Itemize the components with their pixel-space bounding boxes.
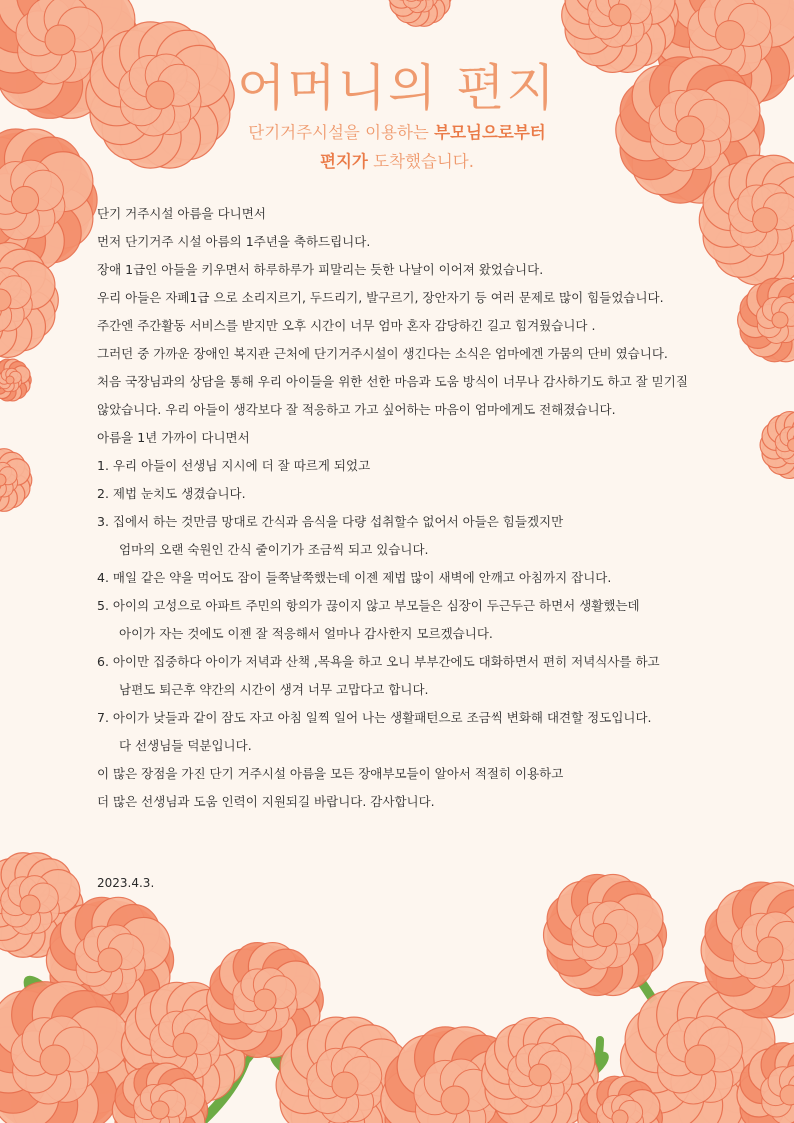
letter-body xyxy=(97,200,787,816)
subtitle-line-1 xyxy=(0,118,794,147)
letter-line: 처음 국장님과의 상담을 통해 우리 아이들을 위한 선한 마음과 도움 방식이 너무나 감사하기도 하고 잘 믿기질 xyxy=(97,374,688,389)
letter-line: 않았습니다. 우리 아들이 생각보다 잘 적응하고 가고 싶어하는 마음이 엄마에게도 전해졌습니다. xyxy=(97,402,616,417)
list-item-3: 3. 집에서 하는 것만큼 망대로 간식과 음식을 다량 섭취할수 없어서 아들은 힘들겠지만 xyxy=(97,514,564,529)
letter-line: 먼저 단기거주 시설 아름의 1주년을 축하드립니다. xyxy=(97,234,371,249)
subtitle-line-2 xyxy=(0,147,794,176)
subtitle-line-1-text: 단기거주시설을 이용하는 xyxy=(248,123,435,142)
subtitle-line-1-bold: 부모님으로부터 xyxy=(434,123,546,142)
list-item-7: 7. 아이가 낮들과 같이 잠도 자고 아침 일찍 일어 나는 생활패턴으로 조금씩 변화해 대견할 정도입니다. xyxy=(97,710,652,725)
list-item-5: 5. 아이의 고성으로 아파트 주민의 항의가 끊이지 않고 부모들은 심장이 두근두근 하면서 생활했는데 xyxy=(97,598,640,613)
letter-line: 단기 거주시설 아름을 다니면서 xyxy=(97,206,266,221)
list-item-2: 2. 제법 눈치도 생겼습니다. xyxy=(97,486,246,501)
subtitle xyxy=(0,118,794,176)
subtitle-line-2-bold: 편지가 xyxy=(320,152,368,171)
subtitle-line-2-text: 도착했습니다. xyxy=(367,152,474,171)
list-item-3-continued: 엄마의 오랜 숙원인 간식 줄이기가 조금씩 되고 있습니다. xyxy=(119,542,429,557)
letter-line: 아름을 1년 가까이 다니면서 xyxy=(97,430,250,445)
letter-line: 더 많은 선생님과 도움 인력이 지원되길 바랍니다. 감사합니다. xyxy=(97,794,435,809)
list-item-5-continued: 아이가 자는 것에도 이젠 잘 적응해서 얼마나 감사한지 모르겠습니다. xyxy=(119,626,493,641)
letter-date: 2023.4.3. xyxy=(97,876,155,890)
carnation-flower xyxy=(544,874,667,995)
list-item-7-continued: 다 선생님들 덕분입니다. xyxy=(119,738,252,753)
letter-line: 우리 아들은 자폐1급 으로 소리지르기, 두드리기, 발구르기, 장안자기 등 여러 문제로 많이 힘들었습니다. xyxy=(97,290,664,305)
letter-line: 장애 1급인 아들을 키우면서 하루하루가 피말리는 듯한 나날이 이어져 왔었습니다. xyxy=(97,262,544,277)
carnation-flower xyxy=(0,449,32,512)
list-item-6: 6. 아이만 집중하다 아이가 저녁과 산책 ,목욕을 하고 오니 부부간에도 대화하면서 편히 저녁식사를 하고 xyxy=(97,654,660,669)
letter-line: 주간엔 주간활동 서비스를 받지만 오후 시간이 너무 엄마 혼자 감당하긴 길고 힘겨웠습니다 . xyxy=(97,318,596,333)
carnation-flower xyxy=(388,0,452,26)
list-item-1: 1. 우리 아들이 선생님 지시에 더 잘 따르게 되었고 xyxy=(97,458,371,473)
list-item-6-continued: 남편도 퇴근후 약간의 시간이 생겨 너무 고맙다고 합니다. xyxy=(119,682,429,697)
carnation-flower xyxy=(0,359,31,401)
list-item-4: 4. 매일 같은 약을 먹어도 잠이 들쭉날쭉했는데 이젠 제법 많이 새벽에 안깨고 아침까지 잡니다. xyxy=(97,570,612,585)
letter-line: 그러던 중 가까운 장애인 복지관 근처에 단기거주시설이 생긴다는 소식은 엄마에겐 가뭄의 단비 였습니다. xyxy=(97,346,668,361)
page-title: 어머니의 편지 xyxy=(237,59,557,117)
letter-line: 이 많은 장점을 가진 단기 거주시설 아름을 모든 장애부모들이 알아서 적절히 이용하고 xyxy=(97,766,564,781)
